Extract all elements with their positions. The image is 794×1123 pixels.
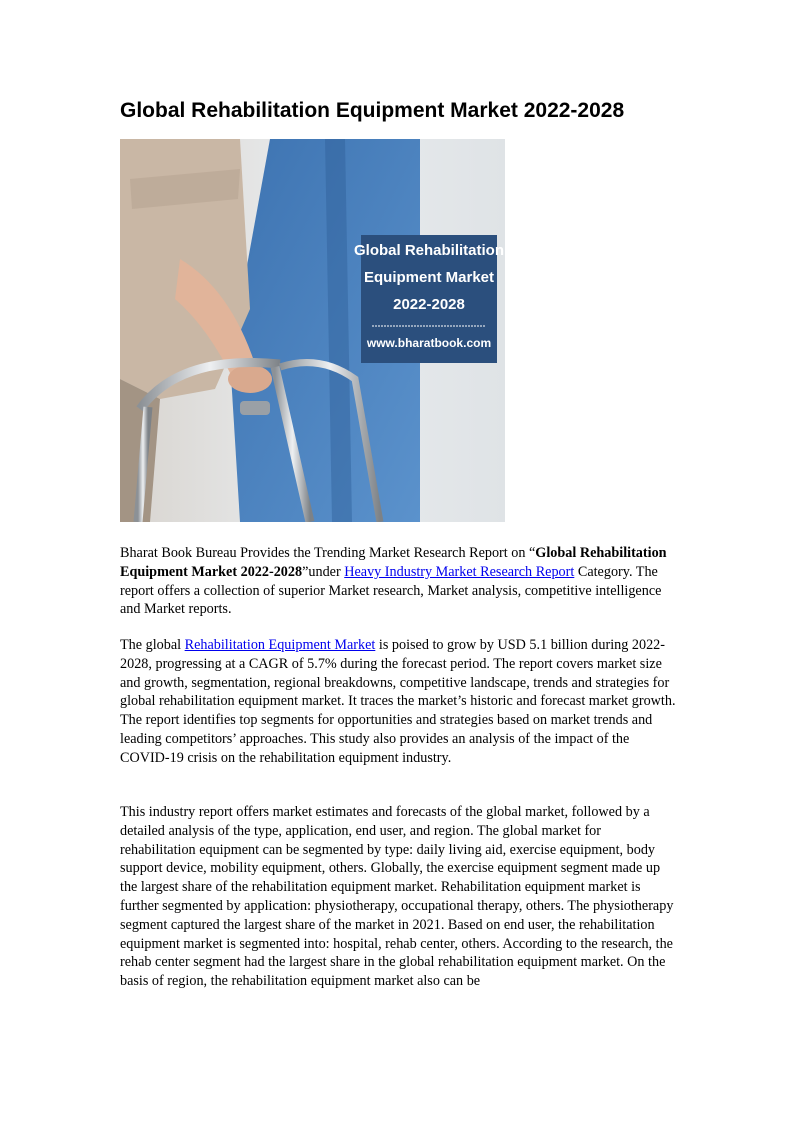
intro-text-b: ”under bbox=[302, 563, 345, 580]
overview-text-b: is poised to grow by USD 5.1 billion during 2022-2028, progressing at a CAGR of 5.7% during the forecast period. The report covers market size and growth, segmentation, regional breakdowns, competitive landscape, trends and strategies for global rehabilitation equipment market. It traces the market’s historic and forecast market growth. The report identifies top segments for opportunities and strategies based on market trends and leading competitors’ approaches. This study also provides an analysis of the impact of the COVID-19 crisis on the rehabilitation equipment industry. bbox=[120, 637, 676, 766]
overlay-line-3: 2022-2028 bbox=[393, 296, 465, 313]
overview-text-a: The global bbox=[120, 637, 185, 653]
market-overview-paragraph bbox=[120, 636, 680, 768]
intro-paragraph bbox=[120, 544, 680, 619]
heavy-industry-link[interactable]: Heavy Industry Market Research Report bbox=[344, 563, 575, 580]
hero-image bbox=[120, 139, 505, 522]
rehabilitation-market-link[interactable]: Rehabilitation Equipment Market bbox=[184, 637, 376, 653]
walker-illustration bbox=[120, 139, 505, 522]
overlay-url: www.bharatbook.com bbox=[366, 336, 492, 350]
page-title: Global Rehabilitation Equipment Market 2022-2028 bbox=[120, 99, 625, 122]
intro-report-name: Global Rehabilitation Equipment Market 2022-2028 bbox=[120, 545, 667, 580]
overlay-line-1: Global Rehabilitation bbox=[353, 242, 505, 259]
intro-text-c: Category. The report offers a collection of superior Market research, Market analysis, competitive intelligence and Market reports. bbox=[120, 563, 662, 618]
segmentation-paragraph: This industry report offers market estimates and forecasts of the global market, followed by a detailed analysis of the type, application, end user, and region. The global market for rehabilitation equipment can be segmented by type: daily living aid, exercise equipment, body support device, mobility equipment, others. Globally, the exercise equipment segment made up the largest share of the rehabilitation equipment market. Rehabilitation equipment market is further segmented by application: physiotherapy, occupational therapy, others. The physiotherapy segment captured the largest share of the market in 2021. Based on end user, the rehabilitation equipment market is segmented into: hospital, rehab center, others. According to the research, the rehab center segment had the largest share in the global rehabilitation equipment market. On the basis of region, the rehabilitation equipment market also can be bbox=[120, 804, 674, 990]
overlay-line-2: Equipment Market bbox=[363, 269, 495, 286]
intro-text-a: Bharat Book Bureau Provides the Trending Market Research Report on “ bbox=[120, 545, 536, 561]
